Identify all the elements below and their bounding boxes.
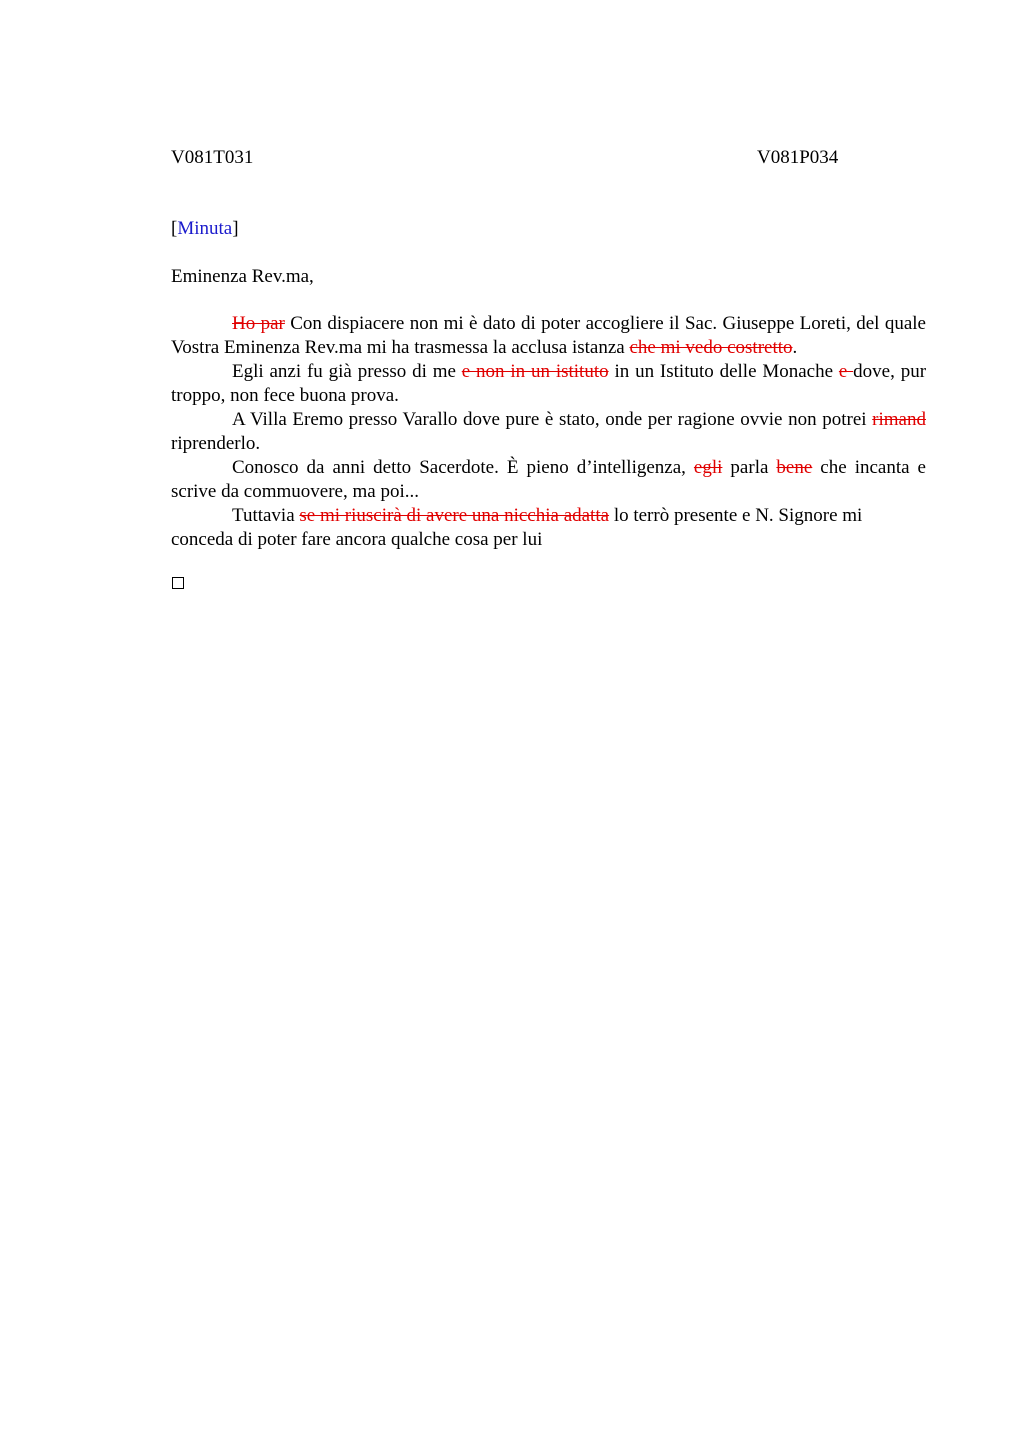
paragraph-3 (171, 408, 926, 456)
document-code-left: V081T031 (171, 147, 254, 168)
deleted-text: egli (693, 457, 723, 478)
letter-body (171, 312, 926, 552)
paragraph-text: lo terrò presente e N. Signore mi conceda di poter fare ancora qualche cosa per lui (171, 505, 863, 550)
paragraph-text: Egli anzi fu già presso di me (232, 361, 462, 382)
paragraph-5 (171, 504, 926, 552)
paragraph-text: . (792, 337, 798, 358)
paragraph-text: dove, pur troppo, non fece buona prova. (171, 361, 927, 406)
paragraph-text: A Villa Eremo presso Varallo dove pure è stato, onde per ragione ovvie non potrei (232, 409, 873, 430)
paragraph-2 (171, 360, 926, 408)
deleted-text: che mi vedo costretto (629, 337, 793, 358)
paragraph-text: Con dispiacere non mi è dato di poter accogliere il Sac. Giuseppe Loreti, del quale Vostra Eminenza Rev.ma mi ha trasmessa la acclusa istanza (171, 313, 926, 358)
deleted-text: se mi riuscirà di avere una nicchia adatta (299, 505, 610, 526)
document-code-right: V081P034 (757, 147, 839, 168)
minuta-text: Minuta (177, 218, 233, 239)
paragraph-4 (171, 456, 926, 504)
paragraph-text: parla (722, 457, 777, 478)
deleted-text: e non in un istituto (461, 361, 609, 382)
paragraph-text: Conosco da anni detto Sacerdote. È pieno d’intelligenza, (232, 457, 694, 478)
paragraph-text: riprenderlo. (171, 433, 261, 454)
paragraph-text: Tuttavia (232, 505, 300, 526)
bracket-open: [ (171, 218, 178, 239)
paragraph-1 (171, 312, 926, 360)
deleted-text: bene (776, 457, 813, 478)
deleted-text: Ho par (232, 313, 285, 334)
deleted-text: rimand (872, 409, 926, 430)
deleted-text: e (838, 361, 854, 382)
paragraph-text: in un Istituto delle Monache (608, 361, 839, 382)
minuta-label (171, 217, 239, 241)
bracket-close: ] (232, 218, 239, 239)
end-marker-square-icon (172, 577, 184, 589)
paragraph-text: che incanta e scrive da commuovere, ma poi... (171, 457, 926, 502)
salutation: Eminenza Rev.ma, (171, 266, 314, 287)
